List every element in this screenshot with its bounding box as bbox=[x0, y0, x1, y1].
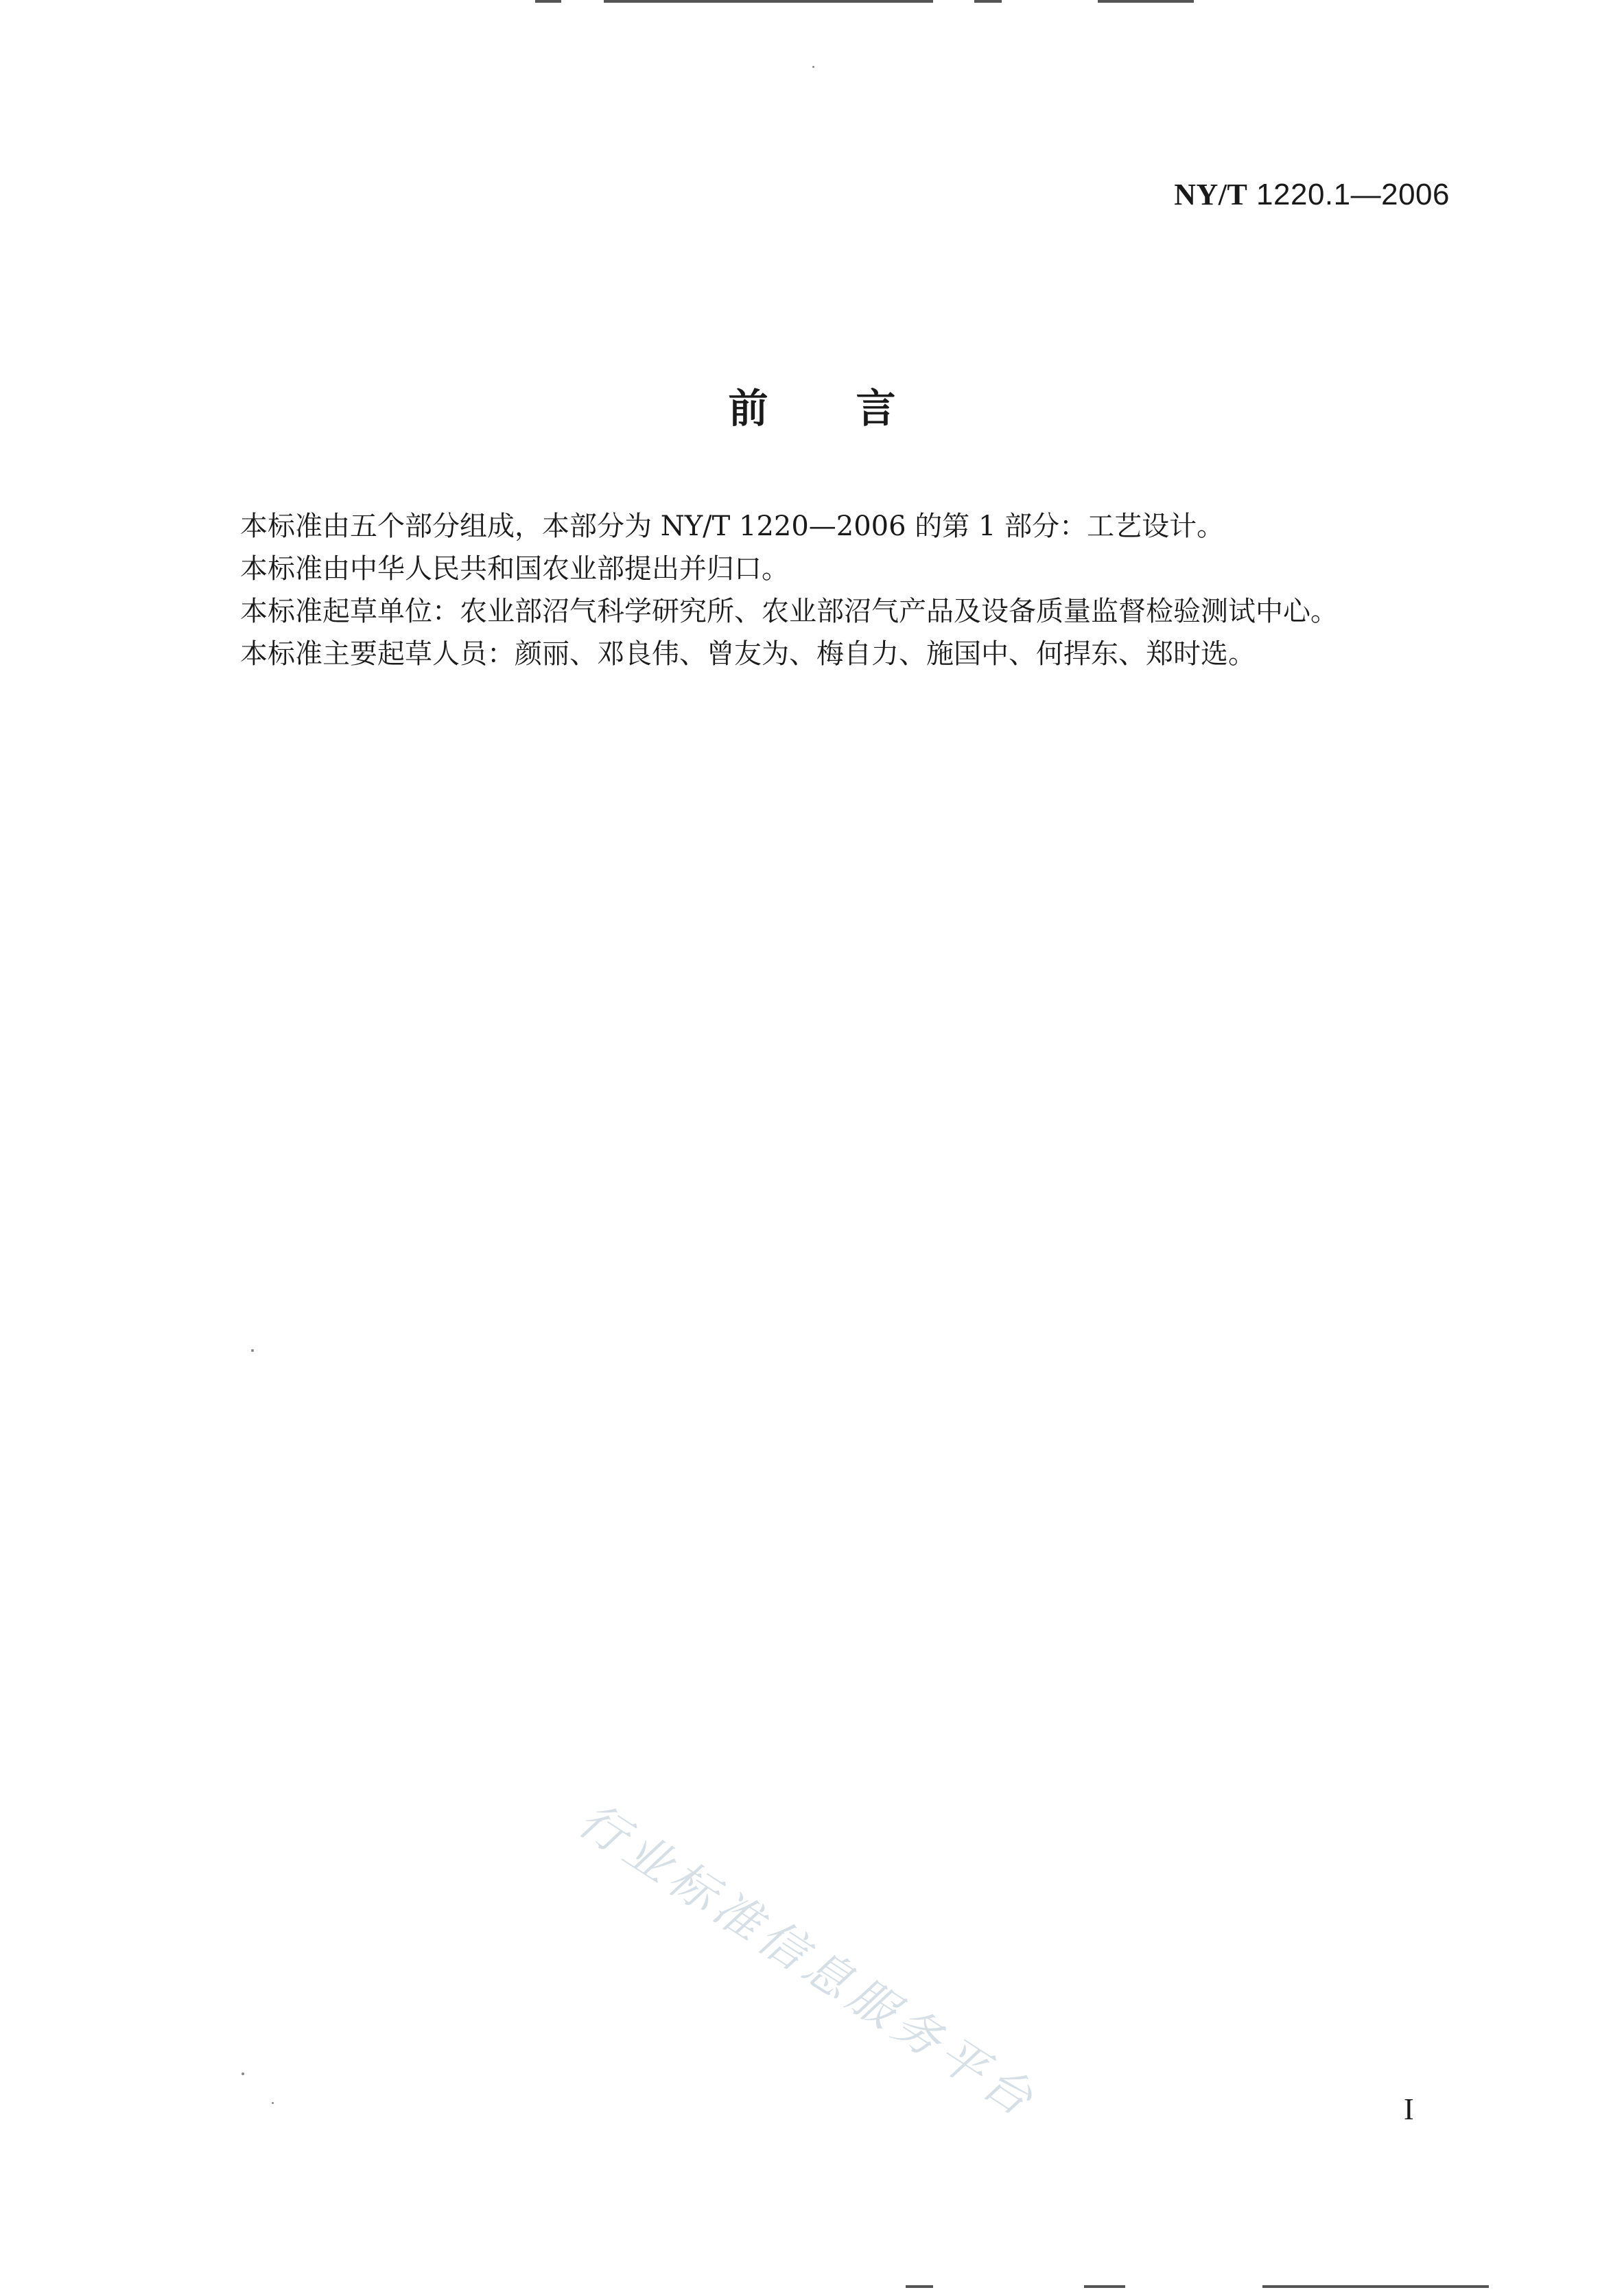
paragraph-composition: 本标准由五个部分组成，本部分为 NY/T 1220—2006 的第 1 部分：工艺设计。 bbox=[240, 511, 1225, 542]
scan-artifact-bottom bbox=[878, 2282, 1496, 2289]
standard-number: 1220.1—2006 bbox=[1247, 178, 1450, 211]
paragraph-drafters: 本标准主要起草人员：颜丽、邓良伟、曾友为、梅自力、施国中、何捍东、郑时选。 bbox=[240, 638, 1256, 670]
watermark: 行业标准信息服务平台 bbox=[568, 1792, 1048, 2130]
scan-artifact-top bbox=[521, 0, 1249, 4]
paragraph-proposer: 本标准由中华人民共和国农业部提出并归口。 bbox=[240, 553, 789, 585]
paragraph-drafting-units: 本标准起草单位：农业部沼气科学研究所、农业部沼气产品及设备质量监督检验测试中心。 bbox=[240, 596, 1338, 627]
scan-speck bbox=[272, 2102, 274, 2104]
foreword-body bbox=[240, 505, 1448, 675]
standard-prefix: NY/T bbox=[1174, 178, 1248, 211]
scan-speck bbox=[812, 66, 814, 68]
scan-speck bbox=[242, 2072, 244, 2075]
scan-speck bbox=[251, 1349, 254, 1352]
standard-code bbox=[1174, 177, 1450, 212]
section-title: 前言 bbox=[728, 385, 984, 432]
page-number: I bbox=[1404, 2092, 1414, 2126]
